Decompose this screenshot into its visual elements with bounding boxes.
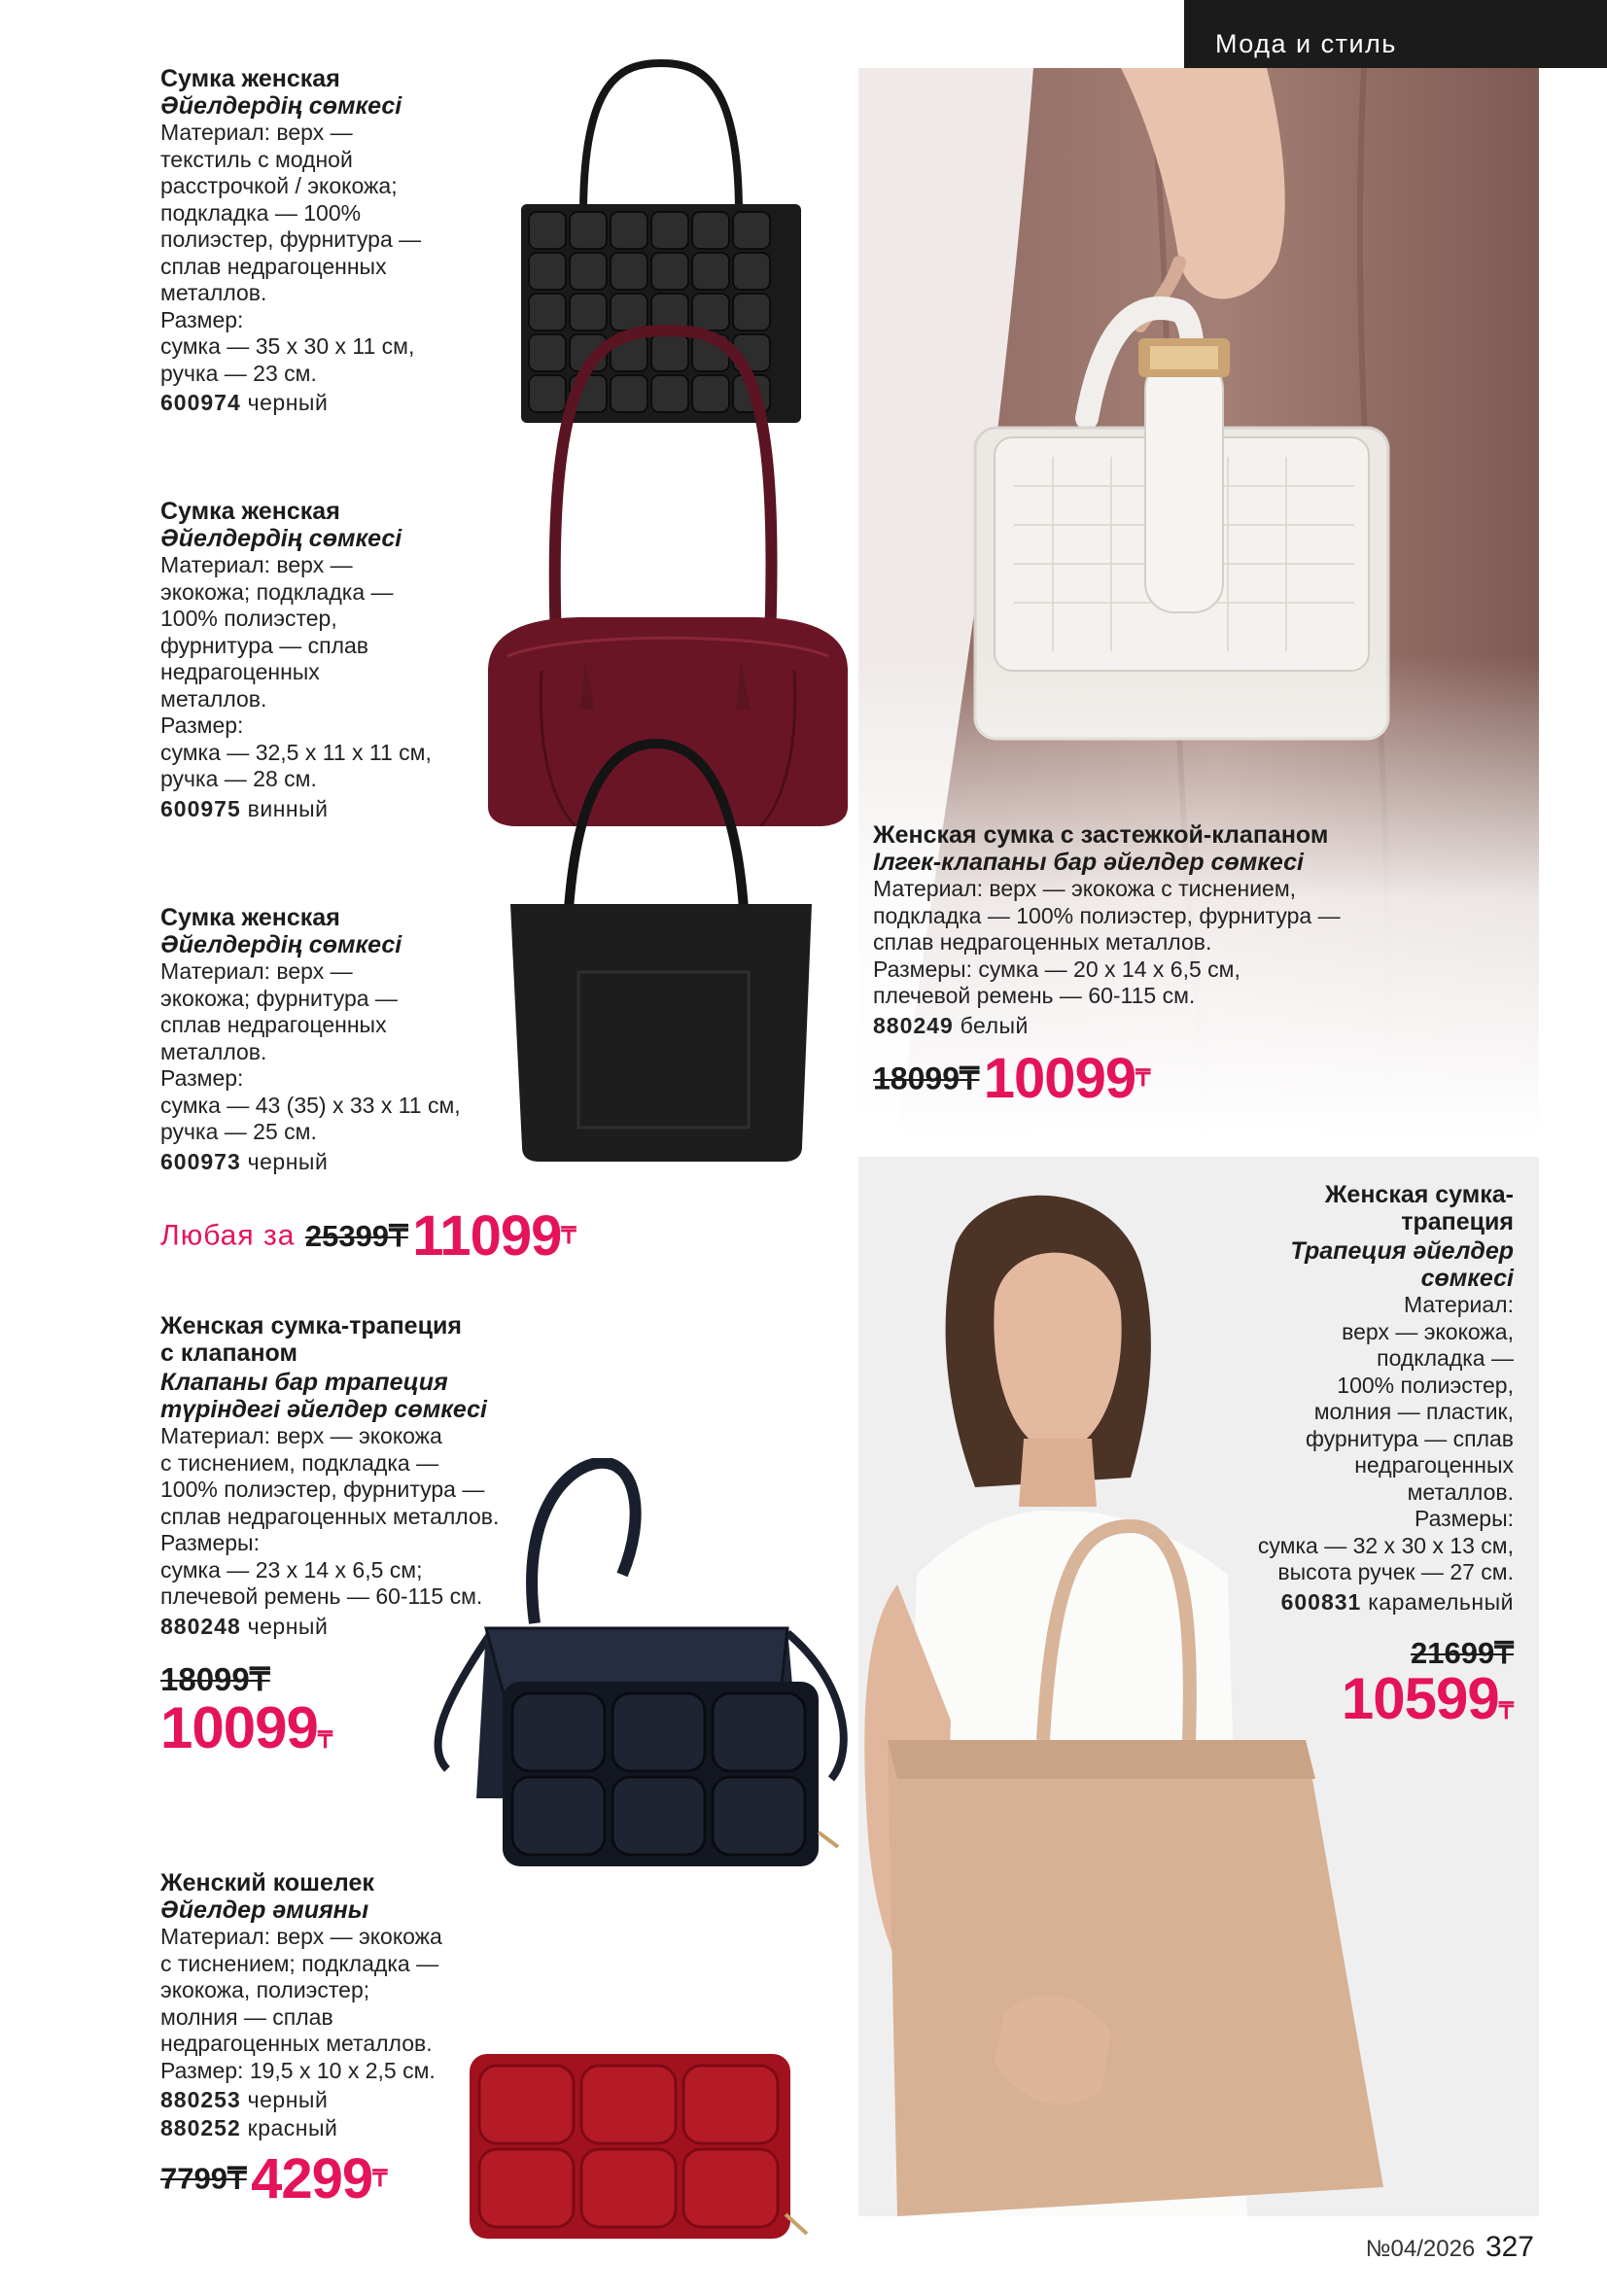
product-sku-line [160,1611,549,1643]
product-880248 [160,1312,549,1761]
product-sku-line [1108,1586,1514,1618]
section-label: Мода и стиль [1184,0,1607,68]
new-price-row [1167,1665,1514,1732]
product-color: черный [247,390,329,415]
wallet-black-image [498,1672,848,1871]
product-sku: 600974 [160,390,241,415]
currency-sign: ₸ [372,2166,388,2192]
issue-number: №04/2026 [1365,2236,1476,2262]
product-600973 [160,904,510,1178]
product-sku: 880249 [873,1012,954,1038]
product-sku-line [873,1010,1398,1042]
product-880249 [873,821,1398,1111]
product-sku: 880248 [160,1613,241,1639]
product-color: карамельный [1368,1588,1514,1615]
new-price-row [160,1694,549,1761]
bundle-old-price: 25399₸ [304,1218,408,1253]
wallet-red-image [465,2049,815,2248]
new-price: 10599 [1341,1665,1499,1731]
product-sku: 880253 [160,2087,241,2112]
product-880253-880252 [160,1869,491,2211]
currency-sign: ₸ [1135,1064,1151,1092]
product-description: Материал: верх — экокожа, подкладка — 100% полиэстер, молния — пластик, фурнитура — сплав недрагоценных металлов. Размеры: сумка — 32 x 30 x 13 см, высота ручек — 27 см. [1257,1292,1514,1584]
product-sku: 600831 [1280,1588,1362,1615]
product-600974 [160,65,481,419]
product-subtitle: Клапаны бар трапеция түріндегі әйелдер сөмкесі [160,1369,487,1423]
bundle-label: Любая за [160,1219,296,1252]
bundle-offer [160,1203,576,1269]
new-price: 4299 [251,2147,373,2210]
price-row [873,1046,1398,1111]
old-price: 18099₸ [873,1061,980,1096]
product-subtitle: Әйелдердің сөмкесі [160,92,402,120]
product-sku-2: 880252 [160,2115,241,2140]
product-description: Материал: верх — экокожа; подкладка — 100% полиэстер, фурнитура — сплав недрагоценных металлов. Размер: сумка — 32,5 x 11 x 11 см, ручка — 28 см. [160,552,432,791]
product-title: Сумка женская [160,65,340,92]
product-sku-line-2 [160,2112,491,2144]
product-description: Материал: верх — экокожа с тиснением, подкладка — 100% полиэстер, фурнитура — сплав недрагоценных металлов. Размеры: сумка — 23 x 14 x 6,5 см; плечевой ремень — 60-115 см. [160,1423,500,1609]
new-price: 10099 [160,1694,318,1760]
currency-sign: ₸ [1498,1697,1514,1724]
price-row [160,2146,491,2211]
product-sku: 600975 [160,795,241,821]
product-color-2: красный [247,2115,338,2140]
currency-sign: ₸ [561,1223,576,1249]
page-number: 327 [1485,2231,1534,2263]
product-color: винный [247,795,329,821]
product-600975 [160,498,481,825]
product-description: Материал: верх — экокожа; фурнитура — сплав недрагоценных металлов. Размер: сумка — 43 (35) x 33 x 11 см, ручка — 25 см. [160,958,461,1144]
product-sku-line [160,793,481,825]
product-title: Женская сумка-трапеция с клапаном [160,1312,462,1367]
product-title: Сумка женская [160,498,340,525]
product-title: Женский кошелек [160,1869,374,1896]
product-sku: 600973 [160,1148,241,1174]
product-description: Материал: верх — экокожа с тиснением, подкладка — 100% полиэстер, фурнитура — сплав недрагоценных металлов. Размеры: сумка — 20 x 14 x 6,5 см, плечевой ремень — 60-115 см. [873,876,1341,1008]
bundle-new-price: 11099 [412,1204,562,1268]
product-color: черный [247,1613,329,1639]
product-title: Женская сумка с застежкой-клапаном [873,821,1329,849]
product-subtitle: Әйелдердің сөмкесі [160,931,402,958]
product-color: черный [247,1148,329,1174]
currency-sign: ₸ [317,1726,333,1754]
product-color: черный [247,2087,329,2112]
bag-tote-black-image [510,739,821,1166]
page-footer [1366,2231,1534,2264]
old-price: 18099₸ [160,1660,270,1697]
product-sku-line [160,1146,510,1178]
product-600831 [1167,1181,1514,1732]
product-color: белый [960,1012,1029,1038]
product-title: Женская сумка- трапеция [1324,1181,1514,1235]
product-description: Материал: верх — экокожа с тиснением; подкладка — экокожа, полиэстер; молния — сплав недрагоценных металлов. Размер: 19,5 x 10 x 2,5 см. [160,1924,442,2083]
product-subtitle: Әйелдердің сөмкесі [160,525,402,552]
product-title: Сумка женская [160,904,340,931]
product-subtitle: Ілгек-клапаны бар әйелдер сөмкесі [873,849,1304,876]
product-subtitle: Әйелдер әмияны [160,1896,369,1924]
product-sku-line [160,387,481,419]
old-price: 7799₸ [160,2161,247,2196]
old-price: 21699₸ [1411,1635,1514,1670]
new-price: 10099 [983,1046,1136,1110]
product-subtitle: Трапеция әйелдер сөмкесі [1290,1237,1514,1292]
product-description: Материал: верх — текстиль с модной расстрочкой / экокожа; подкладка — 100% полиэстер, фурнитура — сплав недрагоценных металлов. Размер: сумка — 35 x 30 x 11 см, ручка — 23 см. [160,120,422,386]
